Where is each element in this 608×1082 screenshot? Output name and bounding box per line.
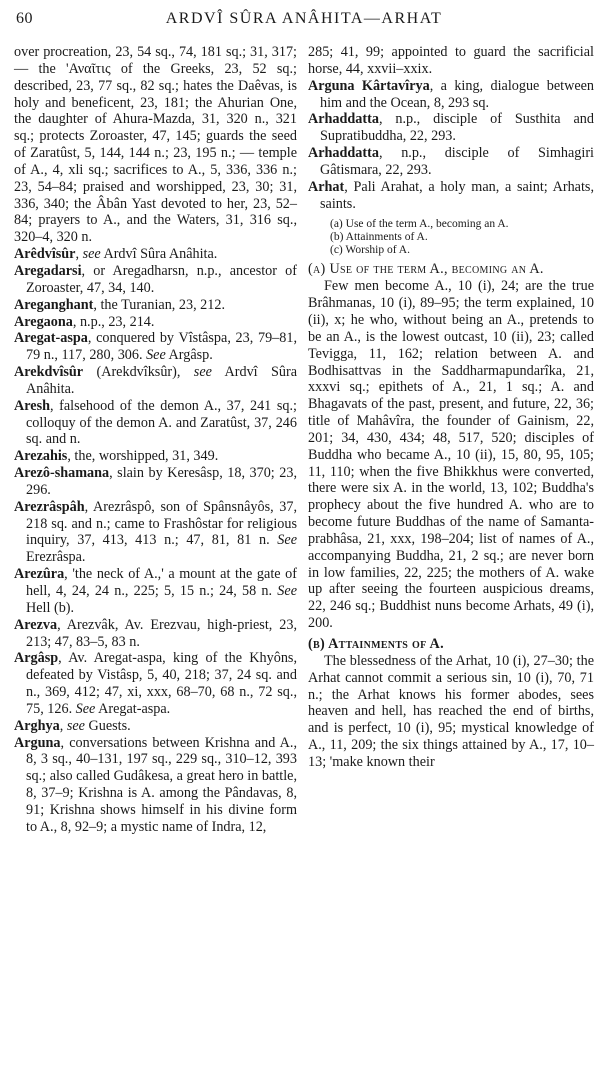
entry-text: , Arezvâk, Av. Erezvau, high-priest, 23, 213; 47, 83–5, 83 n. xyxy=(26,616,297,650)
entry-arekdvisur xyxy=(14,364,297,398)
entry-aredvisur: Arêdvîsûr, see Ardvî Sûra Anâhita. xyxy=(14,246,218,263)
entry-aresh xyxy=(14,398,297,449)
left-column xyxy=(14,44,297,836)
entry-text: , slain by Keresâsp, 18, 370; 23, 296. xyxy=(26,465,297,498)
headword: Aresh xyxy=(14,397,50,414)
entry-text: , n.p., 23, 214. xyxy=(72,313,155,330)
section-title: Use of the term A., becoming an A. xyxy=(329,261,544,278)
entry-text: , falsehood of the demon A., 37, 241 sq.; colloquy of the demon A. and Zaratûst, 37, 246 sq. and n. xyxy=(26,397,297,448)
see-ref: see xyxy=(66,717,85,734)
entry-ardvi-continued: over procreation, 23, 54 sq., 74, 181 sq.; 31, 317; — the 'Αναῖτις of the Greeks, 23, 52 sq.; described, 23, 77 sq., 82 sq.; hates the Daêvas, is holy and beneficent, 23, 181; the Ahurian One, the daughter of Ahura-Mazda, 31, 320 n., 321 sq.; protects Zoroaster, 47, 145; guards the seed of Zaratûst, 5, 144, 144 n.; 23, 195 n.; — temple of A., 4, xli sq.; sacrifices to A., 5, 336, 336 n.; 23, 54–84; praised and worshipped, 23, 30; 31, 336, 340; the Âbân Yast devoted to her, 23, 52–84; prayers to A., and the Waters, 31, 316 sq., 320–4, 320 n. xyxy=(14,44,297,246)
entry-text: Erezrâspa. xyxy=(26,549,86,566)
entry-areganghant xyxy=(14,297,297,314)
entry-text: , or Aregadharsn, n.p., ancestor of Zoroaster, 47, 34, 140. xyxy=(26,262,297,296)
section-a-body: Few men become A., 10 (i), 24; are the true Brâhmanas, 10 (i), 89–95; the term explained, 10 (ii), x; he who, without being an A., pretends to be an A., is the lowest outcast, 10 (ii), 23; called Tevigga, 11, 162; relation between A. and Bodhisattvas in the Saddharmapundarîka, 21, xxxvi sq.; epithets of A., 21, 1 sq.; A. and Bhagavats of the past, present, and future, 22, 36; title of Mahâvîra, the founder of Gainism, 22, 201; 34, 430, 434; 48, 517, 520; disciples of Buddha who became A., 10 (ii), 15, 80, 95, 105; 11, 110; when the five Bhikkhus were converted, there were six A. in the world, 13, 102; Buddha's prophecy about the five hundred A. who are to become future Buddhas of the name of Samanta-prabhâsa, 21, xxx, 198–204; list of names of A., accompanying Buddha, 21, 2 sq.; are never born in low families, 22, 225; the mothers of A. wake up after seeing the fourteen auspicious dreams, 22, 246 sq.; Buddhist nuns become Arhats, 49 (i), 200. xyxy=(308,278,594,632)
headword: Arekdvîsûr xyxy=(14,364,84,381)
section-label: (a) xyxy=(308,261,326,278)
entry-arezo-shamana xyxy=(14,465,297,499)
headword: Arguna Kârtavîrya xyxy=(308,77,430,94)
headword: Aregaona xyxy=(14,313,73,330)
headword: Arghya xyxy=(14,717,60,734)
entry-argasp xyxy=(14,650,297,717)
entry-arezura xyxy=(14,566,297,617)
headword: Arguna xyxy=(14,734,61,751)
entry-arguna-continued: 285; 41, 99; appointed to guard the sacrificial horse, 44, xxvii–xxix. xyxy=(308,44,594,77)
entry-arezva xyxy=(14,617,297,651)
entry-arguna-kartavirya xyxy=(308,78,594,112)
headword: Arhaddatta xyxy=(308,111,379,128)
headword: Arezûra xyxy=(14,566,65,583)
headword: Argâsp xyxy=(14,650,59,667)
headword: Areganghant xyxy=(14,296,94,313)
entry-text: , Av. Aregat-aspa, king of the Khyôns, defeated by Vistâsp, 5, 40, 218; 37, 24 sq. and n., 369, 412; 47, xi, xxx, 68–70, 68 n., 72 sq., 75, 126. xyxy=(26,650,297,717)
page-header xyxy=(16,10,592,32)
entry-text: , Pali Arahat, a holy man, a saint; Arhats, saints. xyxy=(320,178,594,212)
entry-text: , n.p., disciple of Simhagiri Gâtismara, 22, 293. xyxy=(320,145,594,178)
entry-text: , n.p., disciple of Susthita and Supratibuddha, 22, 293. xyxy=(320,111,594,145)
entry-text: , Arezrâspô, son of Spânsnâyôs, 37, 218 sq. and n.; came to Frashôstar for religious inquiry, 37, 413, 413 n.; 47, 81, 81 n. xyxy=(26,498,297,549)
toc-item: (a) Use of the term A., becoming an A. xyxy=(330,218,509,231)
entry-aregaona xyxy=(14,314,297,331)
see-ref: see xyxy=(193,364,212,381)
entry-arghya: Arghya, see Guests. xyxy=(14,717,131,734)
section-b-body: The blessedness of the Arhat, 10 (i), 27–30; the Arhat cannot commit a serious sin, 10 (i), 70, 71 n.; the Arhat knows his former abodes, sees heaven and hell, has reached the end of births, and is perfect, 10 (i), 95; mystical knowledge of A., 11, 209; the six things attained by A., 17, 10–13; 'make known their xyxy=(308,652,594,770)
see-ref: See xyxy=(277,532,297,549)
entry-arhaddatta-2 xyxy=(308,145,594,179)
entry-arhaddatta-1 xyxy=(308,111,594,145)
entry-text: Guests. xyxy=(84,717,131,734)
entry-arguna xyxy=(14,735,297,836)
page-number: 60 xyxy=(16,10,33,27)
running-title: ARDVÎ SÛRA ANÂHITA—ARHAT xyxy=(165,10,443,27)
see-ref: See xyxy=(146,347,166,364)
headword: Arezô-shamana xyxy=(14,465,110,482)
arhat-subentry-list xyxy=(330,218,594,257)
section-heading-a xyxy=(308,261,594,278)
headword: Arhat xyxy=(308,178,345,195)
entry-text: , conversations between Krishna and A., 8, 3 sq., 40–131, 197 sq., 229 sq., 310–12, 393 sq.; also called Gudâkesa, a great hero in battle, 8, 37–9; Krishna is A. among the Pândavas, 8, 91; Krishna shows himself in his divine form to A., 8, 92–9; a mystic name of Indra, 12, xyxy=(26,734,297,835)
see-ref: see xyxy=(82,246,101,263)
see-ref: See xyxy=(75,700,96,717)
entry-aregat-aspa xyxy=(14,330,297,364)
headword: Arêdvîsûr xyxy=(14,246,76,263)
headword: Arhaddatta xyxy=(308,145,379,162)
entry-text: Ardvî Sûra Anâhita. xyxy=(26,364,298,397)
headword: Aregat-aspa xyxy=(14,330,88,347)
entry-arezahis xyxy=(14,448,297,465)
entry-aregadarsi xyxy=(14,263,297,297)
entry-text: Ardvî Sûra Anâhita. xyxy=(100,246,218,263)
section-title: Attainments of A. xyxy=(328,636,444,652)
entry-text: , conquered by Vîstâspa, 23, 79–81, 79 n., 117, 280, 306. xyxy=(26,330,297,364)
entry-text: , the, worshipped, 31, 349. xyxy=(67,448,219,465)
headword: Aregadarsi xyxy=(14,262,82,279)
headword: Arezva xyxy=(14,616,58,633)
headword: Arezrâspâh xyxy=(14,498,85,515)
entry-arhat xyxy=(308,179,594,213)
right-column xyxy=(308,44,594,771)
entry-text: , the Turanian, 23, 212. xyxy=(93,296,225,313)
section-heading-b xyxy=(308,636,594,653)
entry-text: (Arekdvîksûr), xyxy=(83,364,194,381)
entry-text: Argâsp. xyxy=(165,347,213,364)
see-ref: See xyxy=(277,583,297,599)
toc-item: (c) Worship of A. xyxy=(330,244,410,257)
headword: Arezahis xyxy=(14,448,68,465)
entry-text: Hell (b). xyxy=(26,599,75,616)
toc-item: (b) Attainments of A. xyxy=(330,231,428,244)
entry-text: , a king, dialogue between him and the Ocean, 8, 293 sq. xyxy=(320,77,595,111)
entry-text: Aregat-aspa. xyxy=(95,700,171,717)
entry-arezraspah xyxy=(14,499,297,566)
entry-text: , 'the neck of A.,' a mount at the gate of hell, 4, 24, 24 n., 225; 5, 15 n.; 24, 58 n. xyxy=(26,566,297,599)
section-label: (b) xyxy=(308,636,326,652)
